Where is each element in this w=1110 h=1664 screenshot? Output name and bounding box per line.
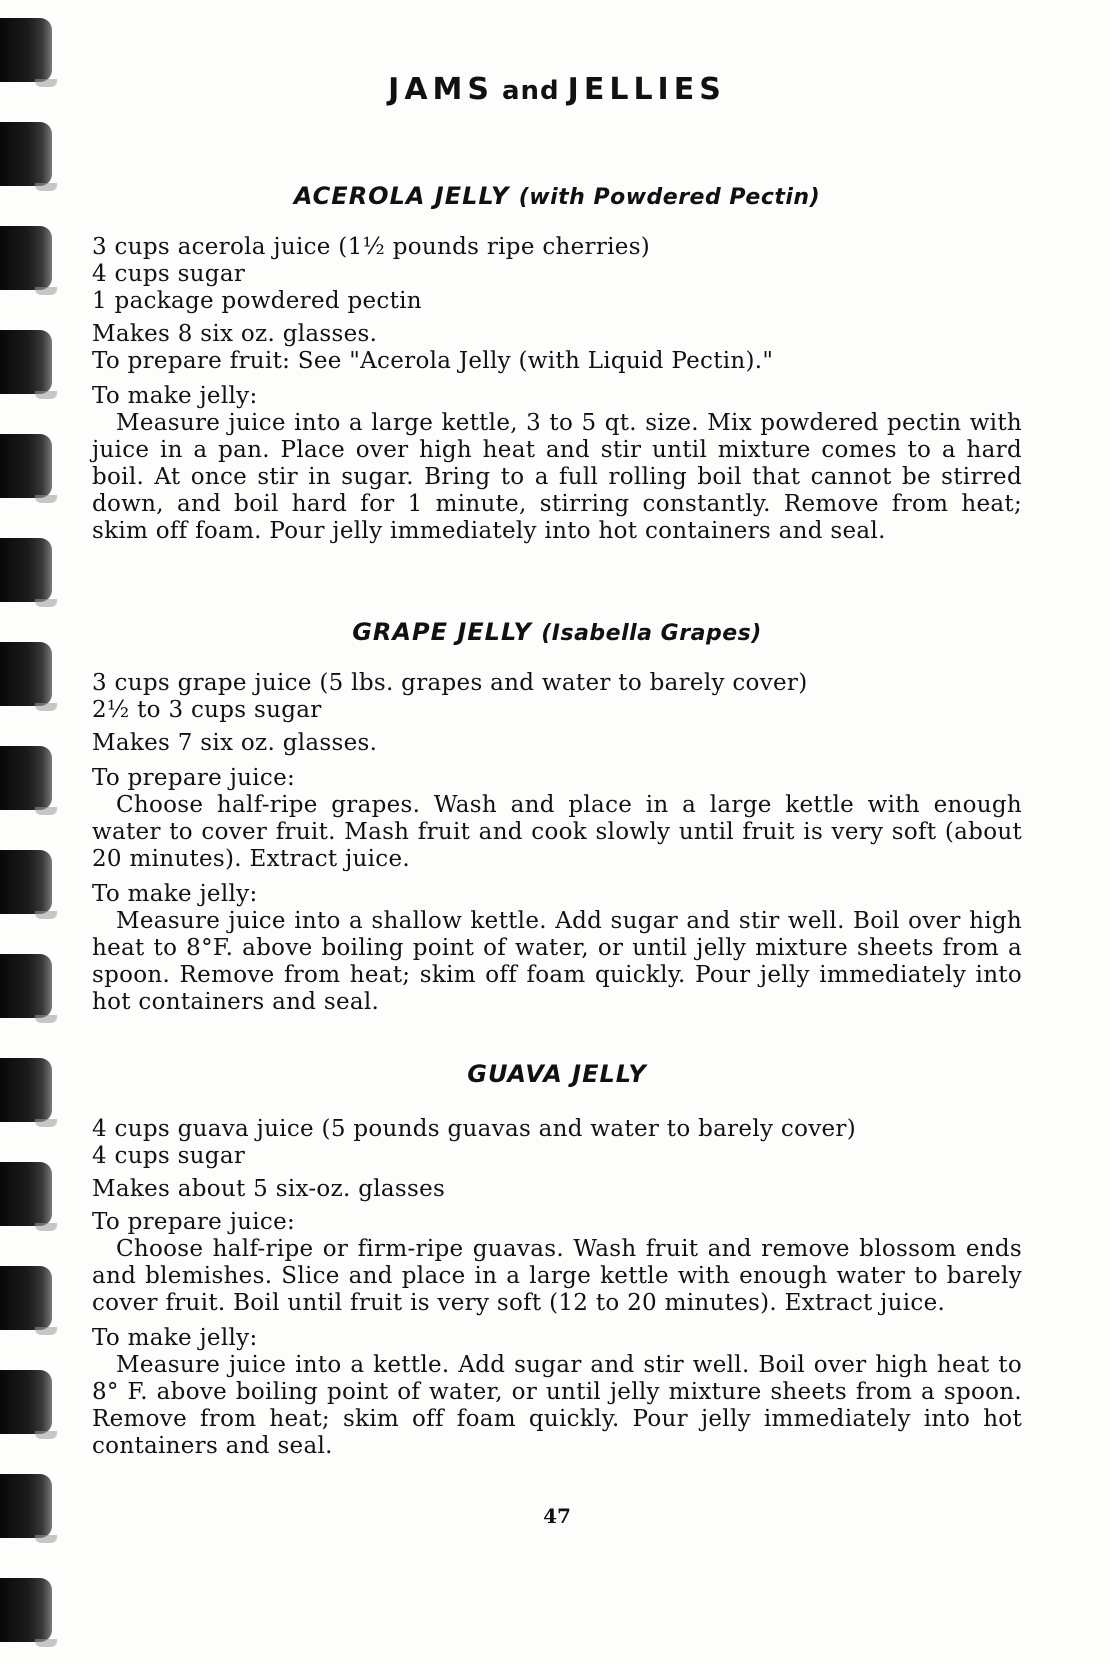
binding-ring	[0, 330, 52, 394]
binding-ring	[0, 1578, 52, 1642]
recipe-grape-jelly	[92, 618, 1022, 1016]
prep-note: To prepare fruit: See "Acerola Jelly (with Liquid Pectin)."	[92, 348, 774, 374]
ingredient-list	[92, 234, 1022, 315]
page-title-joiner: and	[502, 76, 560, 106]
prep-text: Choose half-ripe or firm-ripe guavas. Wash fruit and remove blossom ends and blemishes. Slice and place in a large kettle with enough water to barely cover fruit. Boil until fruit is very soft (12 to 20 minutes). Extract juice.	[92, 1236, 1022, 1316]
method-text: Measure juice into a shallow kettle. Add sugar and stir well. Boil over high heat to 8°F. above boiling point of water, or until jelly mixture sheets from a spoon. Remove from heat; skim off foam quickly. Pour jelly immediately into hot containers and seal.	[92, 908, 1022, 1015]
recipe-subtitle: (Isabella Grapes)	[541, 621, 762, 646]
binding-ring	[0, 226, 52, 290]
page-title	[92, 72, 1022, 107]
binding-ring	[0, 850, 52, 914]
spiral-binding	[0, 0, 70, 1664]
recipe-yield: Makes 8 six oz. glasses.	[92, 321, 378, 347]
page-title-word-2: JELLIES	[567, 72, 726, 107]
method-heading: To make jelly:	[92, 881, 258, 907]
binding-ring	[0, 538, 52, 602]
ingredient-item: 2½ to 3 cups sugar	[92, 697, 322, 723]
prep-heading: To prepare juice:	[92, 1209, 296, 1235]
ingredient-item: 4 cups sugar	[92, 1143, 246, 1169]
recipe-yield: Makes 7 six oz. glasses.	[92, 730, 378, 756]
method-heading: To make jelly:	[92, 1325, 258, 1351]
page-number: 47	[543, 1504, 571, 1528]
recipe-yield: Makes about 5 six-oz. glasses	[92, 1176, 446, 1202]
ingredient-item: 4 cups guava juice (5 pounds guavas and water to barely cover)	[92, 1116, 856, 1142]
page-content	[92, 0, 1022, 1664]
binding-ring	[0, 954, 52, 1018]
ingredient-item: 4 cups sugar	[92, 261, 246, 287]
page-title-word-1: JAMS	[388, 72, 494, 107]
binding-ring	[0, 1474, 52, 1538]
binding-ring	[0, 746, 52, 810]
method-text: Measure juice into a large kettle, 3 to 5 qt. size. Mix powdered pectin with juice in a pan. Place over high heat and stir until mixture comes to a hard boil. At once stir in sugar. Bring to a full rolling boil that cannot be stirred down, and boil hard for 1 minute, stirring constantly. Remove from heat; skim off foam. Pour jelly immediately into hot containers and seal.	[92, 410, 1022, 544]
recipe-title	[92, 182, 1022, 216]
binding-ring	[0, 1370, 52, 1434]
recipe-guava-jelly	[92, 1060, 1022, 1460]
recipe-name: GUAVA JELLY	[467, 1060, 647, 1088]
prep-text: Choose half-ripe grapes. Wash and place in a large kettle with enough water to cover fruit. Mash fruit and cook slowly until fruit is very soft (about 20 minutes). Extract juice.	[92, 792, 1022, 872]
ingredient-item: 3 cups grape juice (5 lbs. grapes and water to barely cover)	[92, 670, 808, 696]
recipe-title	[92, 618, 1022, 652]
recipe-name: ACEROLA JELLY	[293, 182, 510, 210]
recipe-name: GRAPE JELLY	[352, 618, 532, 646]
ingredient-list	[92, 1116, 1022, 1170]
binding-ring	[0, 642, 52, 706]
recipe-acerola-jelly	[92, 182, 1022, 545]
method-heading: To make jelly:	[92, 383, 258, 409]
binding-ring	[0, 122, 52, 186]
ingredient-item: 1 package powdered pectin	[92, 288, 422, 314]
prep-heading: To prepare juice:	[92, 765, 296, 791]
recipe-title	[92, 1060, 1022, 1094]
binding-ring	[0, 18, 52, 82]
method-text: Measure juice into a kettle. Add sugar and stir well. Boil over high heat to 8° F. above boiling point of water, or until jelly mixture sheets from a spoon. Remove from heat; skim off foam quickly. Pour jelly immediately into hot containers and seal.	[92, 1352, 1022, 1459]
binding-ring	[0, 1266, 52, 1330]
binding-ring	[0, 1162, 52, 1226]
ingredient-item: 3 cups acerola juice (1½ pounds ripe cherries)	[92, 234, 651, 260]
ingredient-list	[92, 670, 1022, 724]
recipe-subtitle: (with Powdered Pectin)	[518, 185, 821, 210]
binding-ring	[0, 434, 52, 498]
binding-ring	[0, 1058, 52, 1122]
